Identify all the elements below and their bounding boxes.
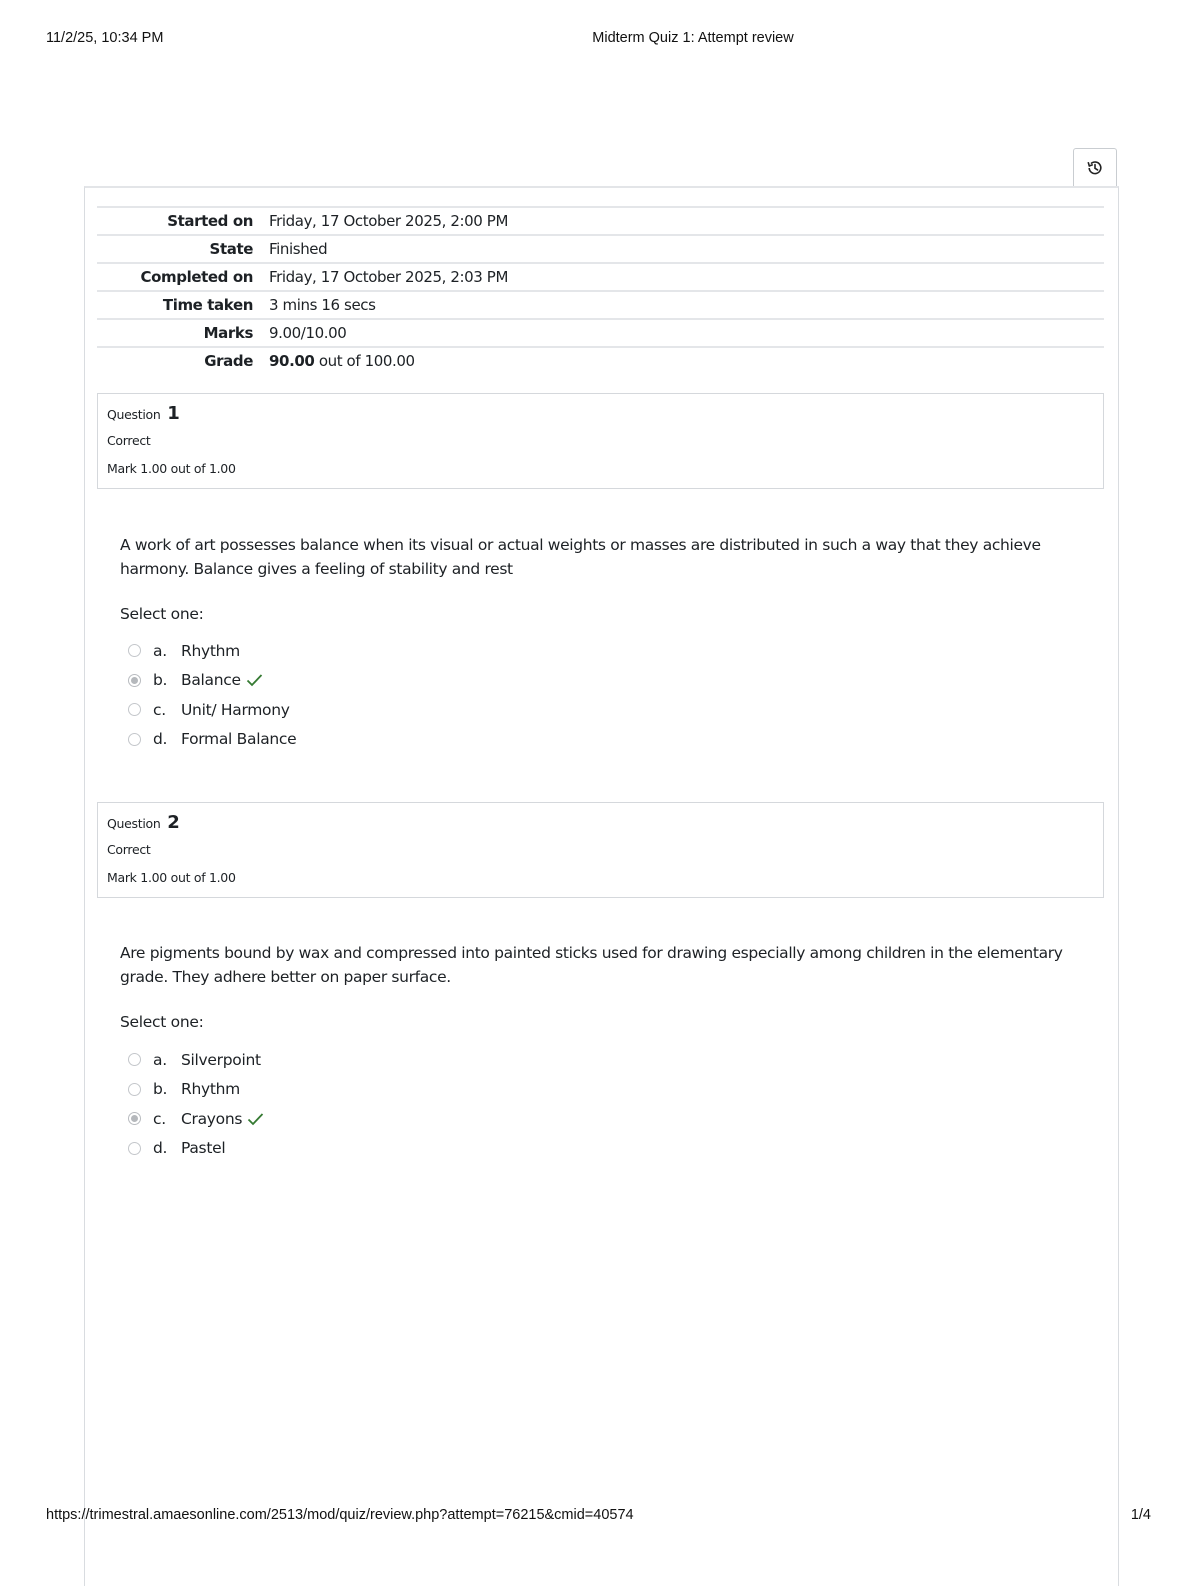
- attempt-summary-table: [97, 206, 1104, 374]
- summary-value: 3 mins 16 secs: [269, 296, 376, 314]
- question-state: Correct: [107, 842, 151, 857]
- correct-check-icon: [247, 1112, 264, 1126]
- question-info-box: [97, 802, 1104, 898]
- question-number: [107, 812, 179, 833]
- answer-radio-selected[interactable]: [128, 674, 141, 687]
- summary-value: Finished: [269, 240, 328, 258]
- summary-row-time-taken: [97, 292, 1104, 320]
- print-header: [0, 30, 1200, 50]
- select-one-prompt: Select one:: [120, 605, 204, 623]
- answer-radio[interactable]: [128, 1083, 141, 1096]
- question-number-value: 2: [167, 812, 180, 833]
- summary-row-marks: [97, 320, 1104, 348]
- answer-letter: c.: [153, 1109, 166, 1128]
- grade-score: 90.00: [269, 352, 315, 370]
- summary-label: State: [209, 240, 253, 258]
- answer-option[interactable]: [128, 1045, 528, 1075]
- summary-label: Completed on: [140, 268, 253, 286]
- question-number-value: 1: [167, 403, 180, 424]
- answer-text: Crayons: [181, 1109, 243, 1128]
- summary-value: 9.00/10.00: [269, 324, 347, 342]
- summary-label: Time taken: [162, 296, 253, 314]
- answer-radio[interactable]: [128, 1053, 141, 1066]
- answer-letter: b.: [153, 671, 168, 690]
- summary-value: Friday, 17 October 2025, 2:03 PM: [269, 268, 508, 286]
- answer-option[interactable]: [128, 725, 528, 755]
- answer-radio-selected[interactable]: [128, 1112, 141, 1125]
- summary-row-started: [97, 208, 1104, 236]
- print-title: Midterm Quiz 1: Attempt review: [592, 30, 794, 46]
- answer-text: Unit/ Harmony: [181, 700, 290, 719]
- answer-letter: c.: [153, 700, 166, 719]
- answer-text: Balance: [181, 671, 241, 690]
- answer-option[interactable]: [128, 666, 528, 696]
- grade-total: out of 100.00: [314, 352, 415, 370]
- select-one-prompt: Select one:: [120, 1013, 204, 1031]
- summary-value: [253, 352, 415, 370]
- attempt-history-button[interactable]: [1073, 148, 1117, 186]
- summary-row-grade: [97, 348, 1104, 374]
- summary-row-completed: [97, 264, 1104, 292]
- answer-option[interactable]: [128, 636, 528, 666]
- answer-radio[interactable]: [128, 644, 141, 657]
- answer-text: Rhythm: [181, 1080, 240, 1099]
- question-state: Correct: [107, 433, 151, 448]
- answer-list: [128, 1045, 528, 1163]
- answer-text: Pastel: [181, 1139, 226, 1158]
- answer-radio[interactable]: [128, 1142, 141, 1155]
- answer-option[interactable]: [128, 1104, 528, 1134]
- answer-radio[interactable]: [128, 733, 141, 746]
- answer-list: [128, 636, 528, 754]
- answer-letter: b.: [153, 1080, 168, 1099]
- summary-label: Grade: [204, 352, 253, 370]
- print-footer: [0, 1507, 1200, 1527]
- answer-text: Formal Balance: [181, 730, 297, 749]
- question-label: Question: [107, 407, 161, 422]
- question-mark: Mark 1.00 out of 1.00: [107, 461, 236, 476]
- question-text: Are pigments bound by wax and compressed into painted sticks used for drawing especially among children in the elementary grade. They adhere better on paper surface.: [120, 944, 1063, 986]
- question-number: [107, 403, 179, 424]
- answer-letter: d.: [153, 1139, 168, 1158]
- correct-check-icon: [246, 673, 263, 687]
- history-icon: [1086, 159, 1104, 177]
- answer-radio[interactable]: [128, 703, 141, 716]
- answer-option[interactable]: [128, 1134, 528, 1164]
- answer-letter: a.: [153, 1050, 167, 1069]
- summary-label: Started on: [167, 212, 253, 230]
- summary-label: Marks: [203, 324, 253, 342]
- answer-letter: a.: [153, 641, 167, 660]
- answer-letter: d.: [153, 730, 168, 749]
- print-url: https://trimestral.amaesonline.com/2513/mod/quiz/review.php?attempt=76215&cmid=40574: [46, 1507, 634, 1523]
- answer-option[interactable]: [128, 695, 528, 725]
- answer-option[interactable]: [128, 1075, 528, 1105]
- print-page-number: 1/4: [1130, 1507, 1151, 1523]
- answer-text: Silverpoint: [181, 1050, 261, 1069]
- question-mark: Mark 1.00 out of 1.00: [107, 870, 236, 885]
- summary-row-state: [97, 236, 1104, 264]
- question-label: Question: [107, 816, 161, 831]
- answer-text: Rhythm: [181, 641, 240, 660]
- print-datetime: 11/2/25, 10:34 PM: [46, 30, 164, 46]
- question-info-box: [97, 393, 1104, 489]
- question-text: A work of art possesses balance when its visual or actual weights or masses are distributed in such a way that they achieve harmony. Balance gives a feeling of stability and rest: [120, 536, 1041, 578]
- summary-value: Friday, 17 October 2025, 2:00 PM: [269, 212, 508, 230]
